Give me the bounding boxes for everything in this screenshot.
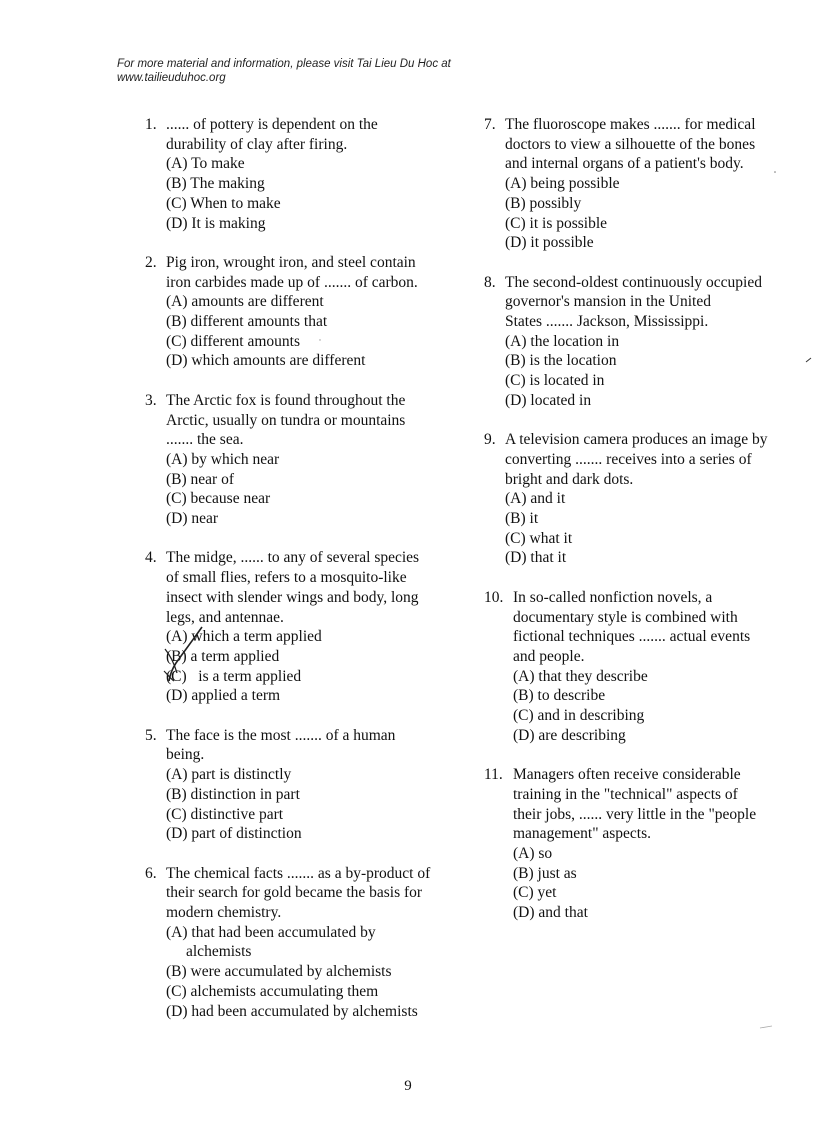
right-column [484, 115, 804, 942]
question-stem-line: bright and dark dots. [505, 470, 634, 488]
question-stem-line: management" aspects. [513, 825, 652, 843]
handwritten-check-mark [162, 623, 222, 683]
question-8 [484, 273, 804, 411]
option-d[interactable]: (D) that it [505, 549, 567, 567]
option-a[interactable]: (A) amounts are different [166, 293, 324, 311]
answer-options [484, 174, 804, 253]
option-b[interactable]: (B) The making [166, 175, 265, 193]
question-stem-line: governor's mansion in the United [505, 293, 711, 311]
option-a[interactable]: (A) that they describe [513, 667, 648, 685]
question-stem-line: their search for gold became the basis for [166, 884, 423, 902]
option-d[interactable]: (D) part of distinction [166, 825, 302, 843]
option-b[interactable]: (B) just as [513, 864, 577, 882]
question-stem-line: The Arctic fox is found throughout the [166, 391, 406, 409]
option-a[interactable]: (A) by which near [166, 450, 280, 468]
option-a[interactable]: (A) so [513, 844, 553, 862]
option-d[interactable]: (D) near [166, 510, 219, 528]
option-b[interactable]: (B) different amounts that [166, 313, 328, 331]
question-stem-line: Pig iron, wrought iron, and steel contain [166, 253, 416, 271]
option-a[interactable]: (A) and it [505, 490, 566, 508]
question-stem-line: converting ....... receives into a series of [505, 450, 752, 468]
option-a[interactable]: (A) being possible [505, 175, 620, 193]
question-stem-line: The midge, ...... to any of several species [166, 549, 420, 567]
question-number: 1. [145, 116, 157, 133]
option-c[interactable]: (C) alchemists accumulating them [166, 982, 379, 1000]
header-line-1: For more material and information, please visit Tai Lieu Du Hoc at [117, 58, 451, 70]
option-b[interactable]: (B) were accumulated by alchemists [166, 963, 392, 981]
option-a-continuation: alchemists [186, 943, 252, 961]
question-stem-line: The second-oldest continuously occupied [505, 273, 762, 291]
option-d[interactable]: (D) it possible [505, 234, 594, 252]
question-stem-line: ....... the sea. [166, 431, 244, 449]
question-number: 11. [484, 766, 503, 784]
header-url: www.tailieuduhoc.org [117, 72, 226, 84]
question-9 [484, 430, 804, 568]
question-stem-line: legs, and antennae. [166, 608, 284, 626]
question-stem-line: ...... of pottery is dependent on the [166, 116, 378, 133]
option-d[interactable]: (D) and that [513, 904, 588, 922]
page-header [117, 57, 451, 85]
question-10 [484, 588, 804, 746]
question-stem-line: and people. [513, 647, 585, 665]
left-column [145, 115, 475, 1041]
option-a[interactable] [166, 923, 475, 962]
option-c[interactable]: (C) different amounts [166, 332, 301, 350]
question-number: 3. [145, 391, 157, 409]
option-b[interactable]: (B) near of [166, 470, 234, 488]
option-c[interactable]: (C) because near [166, 490, 271, 508]
question-number: 10. [484, 588, 504, 606]
option-a[interactable]: (A) which a term applied [166, 628, 322, 646]
answer-options [484, 667, 804, 746]
question-number: 8. [484, 273, 496, 291]
answer-options [145, 154, 475, 233]
option-b[interactable]: (B) it [505, 510, 539, 528]
question-stem-line: Managers often receive considerable [513, 766, 741, 784]
question-number: 7. [484, 116, 496, 133]
answer-options [145, 292, 475, 371]
answer-options [484, 844, 804, 923]
option-a-text: (A) that had been accumulated by [166, 923, 376, 941]
question-number: 6. [145, 864, 157, 882]
question-stem-line: modern chemistry. [166, 904, 282, 922]
question-stem-line: their jobs, ...... very little in the "people [513, 805, 757, 823]
question-2 [145, 253, 475, 371]
option-b[interactable]: (B) to describe [513, 687, 606, 705]
option-b[interactable]: (B) a term applied [166, 647, 280, 665]
option-c[interactable]: (C) what it [505, 529, 573, 547]
question-stem-line: durability of clay after firing. [166, 135, 348, 153]
question-stem-line: of small flies, refers to a mosquito-like [166, 569, 407, 587]
question-stem-line: In so-called nonfiction novels, a [513, 588, 713, 606]
question-6 [145, 864, 475, 1022]
question-stem-line: The face is the most ....... of a human [166, 726, 396, 744]
question-1 [145, 115, 475, 233]
question-7 [484, 115, 804, 253]
answer-options [484, 332, 804, 411]
option-d[interactable]: (D) which amounts are different [166, 352, 366, 370]
question-stem-line: The fluoroscope makes ....... for medical [505, 116, 756, 133]
answer-options [145, 923, 475, 1022]
question-number: 4. [145, 549, 157, 567]
option-d[interactable]: (D) located in [505, 391, 592, 409]
option-d[interactable]: (D) had been accumulated by alchemists [166, 1002, 418, 1020]
question-3 [145, 391, 475, 529]
question-stem-line: being. [166, 746, 205, 764]
page-number: 9 [404, 1078, 412, 1094]
option-c[interactable]: (C) distinctive part [166, 805, 284, 823]
question-number: 5. [145, 726, 157, 744]
option-d[interactable]: (D) It is making [166, 214, 266, 232]
question-number: 2. [145, 253, 157, 271]
question-stem-line: A television camera produces an image by [505, 431, 768, 449]
question-number: 9. [484, 431, 496, 449]
option-b[interactable]: (B) possibly [505, 194, 582, 212]
option-c[interactable]: (C) and in describing [513, 707, 645, 725]
option-d[interactable]: (D) applied a term [166, 687, 281, 705]
option-d[interactable]: (D) are describing [513, 726, 626, 744]
option-c[interactable]: (C) is a term applied [166, 667, 302, 685]
question-stem-line: insect with slender wings and body, long [166, 588, 419, 606]
question-stem-line: training in the "technical" aspects of [513, 785, 738, 803]
option-c[interactable]: (C) yet [513, 884, 557, 902]
option-c[interactable]: (C) it is possible [505, 214, 608, 232]
option-c[interactable]: (C) When to make [166, 194, 281, 212]
question-stem-line: doctors to view a silhouette of the bones [505, 135, 756, 153]
answer-options [145, 450, 475, 529]
option-a[interactable]: (A) To make [166, 155, 245, 173]
answer-options [484, 489, 804, 568]
question-stem-line: documentary style is combined with [513, 608, 738, 626]
question-stem-line: States ....... Jackson, Mississippi. [505, 313, 709, 331]
question-stem-line: Arctic, usually on tundra or mountains [166, 411, 406, 429]
question-stem-line: The chemical facts ....... as a by-product of [166, 864, 431, 882]
option-a[interactable]: (A) the location in [505, 332, 620, 350]
answer-options [145, 765, 475, 844]
option-c[interactable]: (C) is located in [505, 372, 605, 390]
question-5 [145, 726, 475, 844]
question-11 [484, 765, 804, 923]
question-stem-line: iron carbides made up of ....... of carbon. [166, 273, 418, 291]
question-stem-line: and internal organs of a patient's body. [505, 155, 744, 173]
option-b[interactable]: (B) is the location [505, 352, 617, 370]
option-b[interactable]: (B) distinction in part [166, 785, 300, 803]
option-a[interactable]: (A) part is distinctly [166, 766, 292, 784]
question-stem-line: fictional techniques ....... actual events [513, 628, 751, 646]
